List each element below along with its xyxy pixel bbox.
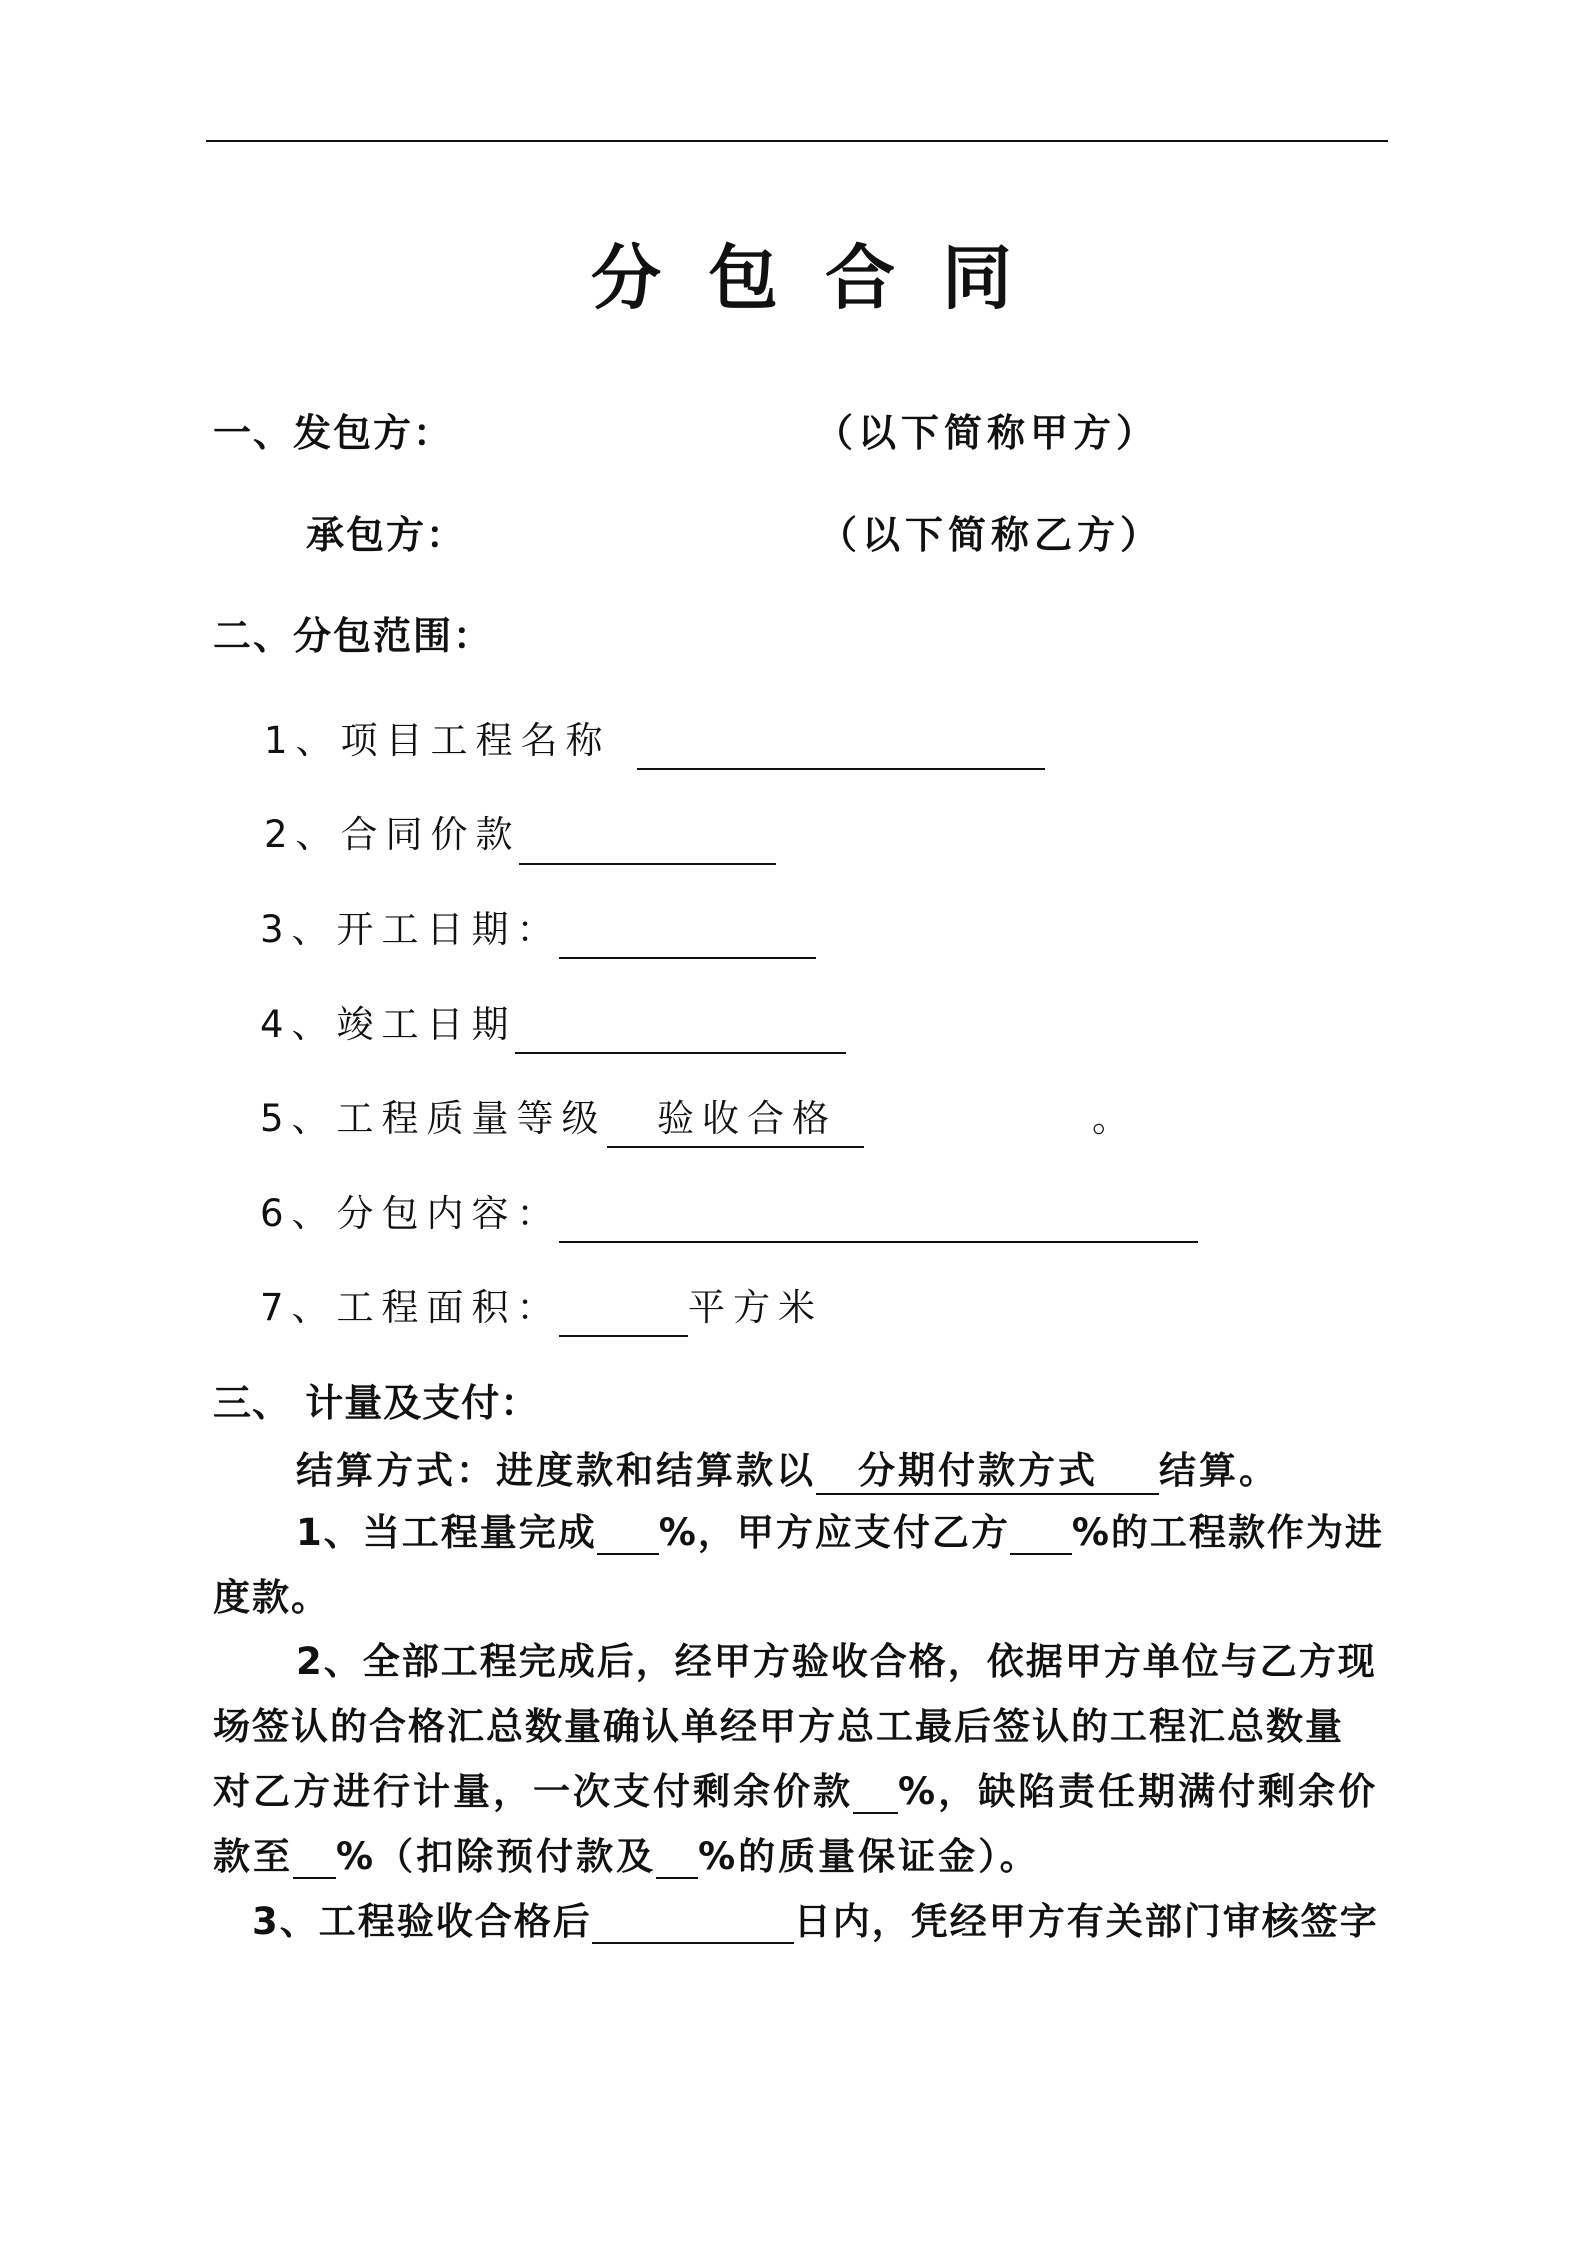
settlement-method: 分期付款方式: [816, 1449, 1159, 1495]
area-blank: [559, 1335, 688, 1337]
clause-2-line-3-part-2: %，缺陷责任期满付剩余价: [898, 1770, 1379, 1813]
party-b-label: 承包方：: [306, 513, 467, 557]
item-area-label: 7、工程面积：: [260, 1286, 562, 1329]
clause-2-line-3-part-1: 对乙方进行计量，一次支付剩余价款: [213, 1770, 853, 1813]
quality-grade-value: 验收合格: [657, 1097, 837, 1140]
section-3-heading: 三、 计量及支付：: [213, 1381, 540, 1425]
clause-2-line-4-part-3: %的质量保证金）。: [698, 1835, 1040, 1878]
item-start-date-label: 3、开工日期：: [260, 908, 562, 951]
final-payment-percent-blank: [293, 1876, 336, 1879]
remaining-payment-percent-blank: [853, 1811, 898, 1814]
quality-grade-period: 。: [1092, 1097, 1137, 1140]
retention-percent-blank: [656, 1876, 698, 1879]
quality-grade-underline: [607, 1146, 864, 1148]
clause-2-line-4-part-1: 款至: [213, 1835, 293, 1878]
section-2-heading: 二、分包范围：: [213, 614, 494, 658]
party-b-note: （以下简称乙方）: [819, 513, 1164, 557]
clause-2-line-2: 场签认的合格汇总数量确认单经甲方总工最后签认的工程汇总数量: [213, 1705, 1344, 1748]
item-completion-date-label: 4、竣工日期: [260, 1003, 517, 1046]
header-rule: [206, 140, 1388, 142]
payment-percent-blank: [1010, 1552, 1072, 1555]
days-blank: [592, 1941, 794, 1944]
clause-3-part-2: 日内，凭经甲方有关部门审核签字: [793, 1900, 1379, 1943]
scope-blank: [559, 1241, 1198, 1243]
clause-1-part-2: %，甲方应支付乙方: [658, 1511, 1010, 1554]
clause-2-line-4-part-2: %（扣除预付款及: [336, 1835, 657, 1878]
settlement-prefix: 结算方式：进度款和结算款以: [296, 1449, 816, 1492]
contract-price-blank: [519, 863, 776, 865]
clause-3-line-1: [252, 1902, 1379, 1944]
clause-2-line-1: 2、全部工程完成后，经甲方验收合格，依据甲方单位与乙方现: [296, 1640, 1377, 1683]
start-date-blank: [559, 957, 816, 959]
item-contract-price-label: 2、合同价款: [264, 813, 521, 856]
clause-1-line-1: [296, 1513, 1384, 1555]
document-title: 分包合同: [591, 237, 1059, 319]
clause-1-line-2: 度款。: [213, 1576, 330, 1619]
completion-date-blank: [515, 1052, 846, 1054]
project-name-blank: [637, 768, 1045, 770]
settlement-line: [296, 1449, 1279, 1495]
item-project-name-label: 1、项目工程名称: [264, 719, 611, 762]
area-unit: 平方米: [688, 1286, 823, 1329]
clause-2-line-4: [213, 1837, 1040, 1879]
item-quality-grade-label: 5、工程质量等级: [260, 1097, 607, 1140]
clause-2-line-3: [213, 1772, 1378, 1814]
party-a-label: 一、发包方：: [213, 411, 454, 455]
settlement-suffix: 结算。: [1159, 1449, 1279, 1492]
item-scope-label: 6、分包内容：: [260, 1192, 562, 1235]
party-a-note: （以下简称甲方）: [815, 411, 1160, 455]
clause-1-part-3: %的工程款作为进: [1071, 1511, 1384, 1554]
clause-3-part-1: 3、工程验收合格后: [252, 1900, 592, 1943]
clause-1-part-1: 1、当工程量完成: [296, 1511, 597, 1554]
progress-percent-blank: [597, 1552, 659, 1555]
